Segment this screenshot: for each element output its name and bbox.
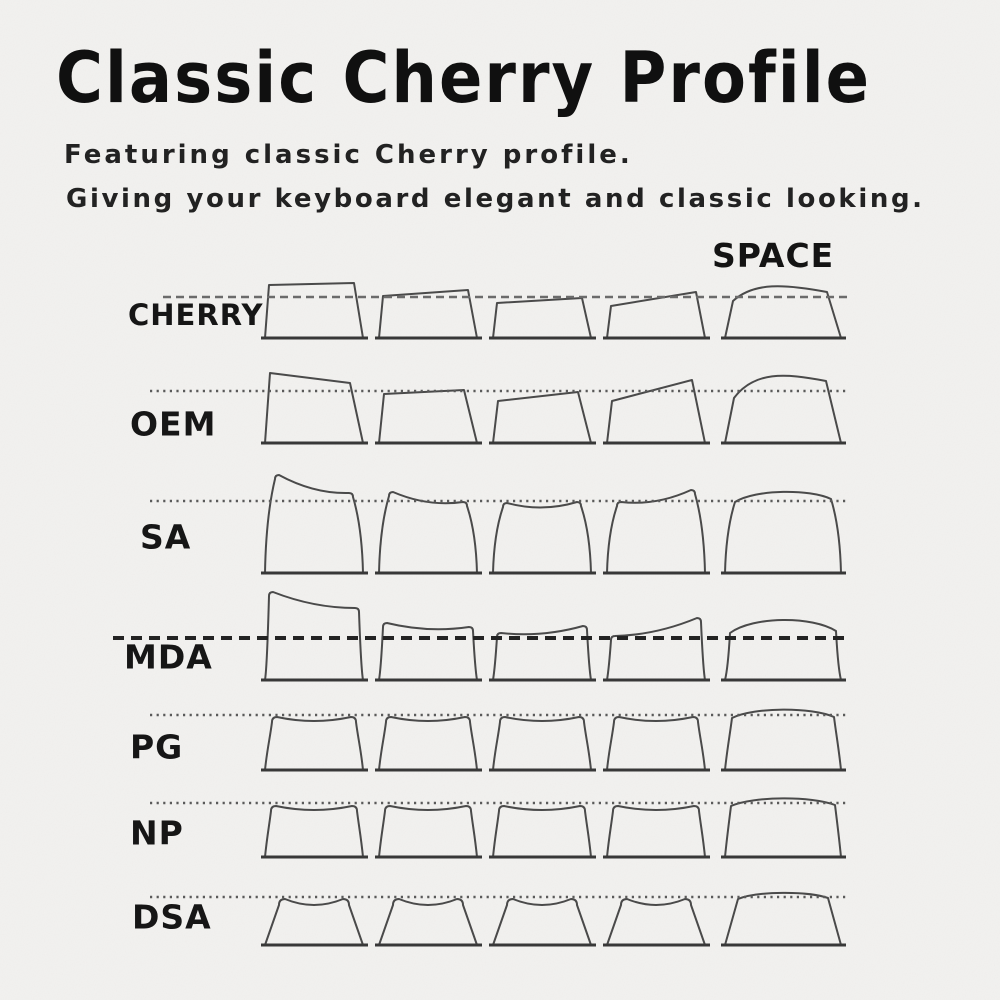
- keycap-pg-r4: [607, 717, 705, 770]
- keycap-oem-r2: [379, 390, 477, 443]
- profile-label-pg: PG: [130, 727, 184, 767]
- keycap-sa-r1: [265, 475, 363, 573]
- keycap-np-space: [725, 798, 841, 857]
- keycap-pg-r1: [265, 717, 363, 770]
- profile-row-dsa: [150, 893, 848, 945]
- keycap-sa-r4: [607, 490, 705, 573]
- subtitle-line-2: Giving your keyboard elegant and classic looking.: [66, 184, 925, 214]
- keycap-dsa-space: [725, 893, 841, 945]
- keycap-np-r3: [493, 806, 591, 857]
- keycap-oem-r4: [607, 380, 705, 443]
- keycap-dsa-r4: [607, 899, 705, 945]
- keycap-dsa-r3: [493, 899, 591, 945]
- keycap-oem-r3: [493, 392, 591, 443]
- keycap-np-r2: [379, 806, 477, 857]
- keycap-mda-r1: [265, 592, 363, 680]
- profile-label-sa: SA: [140, 517, 192, 557]
- keycap-mda-space: [725, 620, 841, 680]
- profile-row-sa: [150, 475, 848, 573]
- keycap-mda-r4: [607, 618, 705, 680]
- profile-row-cherry: [163, 283, 848, 338]
- subtitle-line-1: Featuring classic Cherry profile.: [64, 140, 633, 170]
- keycap-sa-r2: [379, 492, 477, 573]
- keycap-dsa-r2: [379, 899, 477, 945]
- space-key-label: SPACE: [712, 236, 835, 275]
- profile-label-cherry: CHERRY: [128, 298, 264, 332]
- keycap-mda-r2: [379, 623, 477, 680]
- keycap-np-r4: [607, 806, 705, 857]
- keycap-pg-r2: [379, 717, 477, 770]
- profile-row-mda: [113, 592, 848, 680]
- keycap-cherry-r2: [379, 290, 477, 338]
- keycap-cherry-r4: [607, 292, 705, 338]
- profile-label-mda: MDA: [124, 637, 213, 677]
- keycap-sa-r3: [493, 502, 591, 573]
- keycap-pg-r3: [493, 717, 591, 770]
- keycap-oem-r1: [265, 373, 363, 443]
- profile-label-dsa: DSA: [132, 897, 212, 937]
- keycap-cherry-r3: [493, 298, 591, 338]
- keycap-oem-space: [725, 376, 841, 443]
- profile-label-np: NP: [130, 813, 184, 853]
- keycap-np-r1: [265, 806, 363, 857]
- keycap-pg-space: [725, 710, 841, 770]
- page-title: Classic Cherry Profile: [56, 38, 872, 120]
- keycap-sa-space: [725, 492, 841, 573]
- profile-label-oem: OEM: [130, 404, 217, 444]
- keycap-dsa-r1: [265, 899, 363, 945]
- profile-row-pg: [150, 710, 848, 770]
- keycap-mda-r3: [493, 626, 591, 680]
- profile-row-oem: [150, 373, 848, 443]
- profile-row-np: [150, 798, 848, 857]
- keycap-cherry-r1: [265, 283, 363, 338]
- keycap-cherry-space: [725, 286, 841, 338]
